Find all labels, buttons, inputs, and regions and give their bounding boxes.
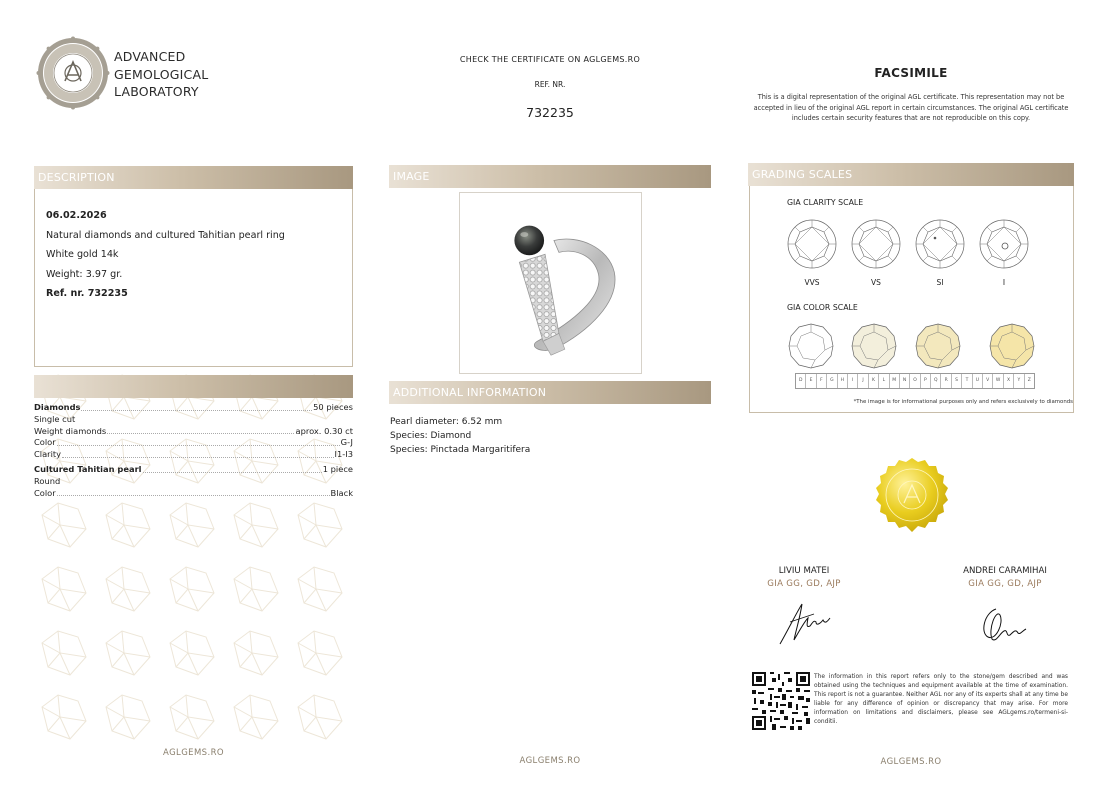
facsimile-notice: This is a digital representation of the original AGL certificate. This representation may not be accepted in lieu of the original AGL report in certain circumstances. The original AGL certificate includes certain security features that are not reproducible on this copy. <box>753 93 1069 122</box>
description-content <box>46 206 285 304</box>
color-grade: J <box>858 374 868 388</box>
signatory-name: ANDREI CARAMIHAI <box>963 566 1047 576</box>
spec-key: Weight diamonds <box>34 425 107 436</box>
ring-photo <box>460 193 641 373</box>
species-diamond: Species: Diamond <box>390 431 472 441</box>
clarity-diamonds-illustration <box>787 218 1035 272</box>
specs-table <box>34 402 353 499</box>
color-scale-title: GIA COLOR SCALE <box>787 303 858 312</box>
lab-name <box>114 48 208 101</box>
pearl-diameter: Pearl diameter: 6.52 mm <box>390 417 503 427</box>
color-grade: F <box>817 374 827 388</box>
spec-row <box>34 414 353 426</box>
color-grade: E <box>806 374 816 388</box>
color-grade: O <box>910 374 920 388</box>
color-scale-strip <box>795 373 1035 389</box>
color-diamonds-illustration <box>787 322 1035 370</box>
spec-row <box>34 488 353 500</box>
ring-image-frame <box>459 192 642 374</box>
color-grade: Y <box>1014 374 1024 388</box>
check-certificate-text: CHECK THE CERTIFICATE ON AGLGEMS.RO <box>459 55 641 64</box>
color-grade: L <box>879 374 889 388</box>
color-grade: T <box>962 374 972 388</box>
spec-value: 50 pieces <box>313 402 353 412</box>
grading-scales-header: GRADING SCALES <box>748 163 1074 186</box>
spec-row <box>34 464 353 476</box>
color-grade: S <box>952 374 962 388</box>
signature-andrei-caramihai <box>978 603 1032 645</box>
spec-row <box>34 426 353 438</box>
spec-key: Diamonds <box>34 402 81 412</box>
spec-key: Clarity <box>34 449 62 460</box>
spec-row <box>34 476 353 488</box>
signatory-credentials: GIA GG, GD, AJP <box>767 579 841 589</box>
color-grade: R <box>941 374 951 388</box>
color-grade: K <box>869 374 879 388</box>
grading-note: *The image is for informational purposes only and refers exclusively to diamonds <box>853 399 1073 405</box>
description-header: DESCRIPTION <box>34 166 353 189</box>
additional-info-content <box>390 415 530 457</box>
qr-code[interactable] <box>752 672 810 730</box>
spec-key: Color <box>34 437 56 448</box>
color-grade: N <box>900 374 910 388</box>
metal-description: White gold 14k <box>46 249 119 261</box>
color-grade: W <box>993 374 1003 388</box>
spec-row <box>34 402 353 414</box>
spec-key: Round <box>34 475 61 486</box>
lab-name-line: LABORATORY <box>114 84 199 99</box>
gold-seal-icon <box>873 457 951 535</box>
signatory-name: LIVIU MATEI <box>778 566 830 576</box>
color-grade: D <box>796 374 806 388</box>
agl-seal-logo <box>36 36 110 110</box>
specs-header <box>34 375 353 398</box>
color-grade: V <box>983 374 993 388</box>
signatory-credentials: GIA GG, GD, AJP <box>968 579 1042 589</box>
spec-key: Color <box>34 487 56 498</box>
lab-name-line: GEMOLOGICAL <box>114 66 209 82</box>
color-grade: P <box>921 374 931 388</box>
color-grade: U <box>973 374 983 388</box>
color-grade: G <box>827 374 837 388</box>
ref-number-label: REF. NR. <box>534 80 566 89</box>
ref-number-value: 732235 <box>526 105 574 120</box>
color-grade: H <box>838 374 848 388</box>
additional-info-header: ADDITIONAL INFORMATION <box>389 381 711 404</box>
spec-value: I1-I3 <box>334 449 353 460</box>
lab-name-line: ADVANCED <box>114 49 186 64</box>
item-description: Natural diamonds and cultured Tahitian pearl ring <box>46 229 285 241</box>
image-header: IMAGE <box>389 165 711 188</box>
species-pearl: Species: Pinctada Margaritifera <box>390 445 531 455</box>
spec-key: Cultured Tahitian pearl <box>34 463 142 474</box>
spec-value: 1 piece <box>322 463 353 474</box>
spec-row <box>34 449 353 461</box>
spec-value: Black <box>330 487 353 498</box>
signature-liviu-matei <box>776 600 836 646</box>
item-weight: Weight: 3.97 gr. <box>46 268 123 280</box>
color-grade: X <box>1004 374 1014 388</box>
clarity-scale-title: GIA CLARITY SCALE <box>787 198 864 207</box>
clarity-label-i: I <box>1002 278 1006 287</box>
color-grade: Q <box>931 374 941 388</box>
clarity-label-si: SI <box>936 278 944 287</box>
color-grade: I <box>848 374 858 388</box>
footer-url-right[interactable]: AGLGEMS.RO <box>880 757 942 767</box>
color-grade: Z <box>1027 378 1031 383</box>
facsimile-title: FACSIMILE <box>874 66 948 80</box>
spec-value: aprox. 0.30 ct <box>295 425 353 436</box>
footer-url-left[interactable]: AGLGEMS.RO <box>163 748 224 758</box>
disclaimer-text: The information in this report refers only to the stone/gem described and was obtained using the techniques and equipment available at the time of examination. This report is not a guarantee. Neither AGL nor any of its experts shall at any time be liable for any difference of opinion or discrepancy that may arise. For more information on limitations and disclaimers, please see AGLgems.ro/termeni-si-conditii. <box>814 674 1068 725</box>
color-grade: M <box>890 374 900 388</box>
clarity-label-vvs: VVS <box>804 278 820 287</box>
report-date: 06.02.2026 <box>46 210 107 221</box>
clarity-label-vs: VS <box>871 278 881 287</box>
spec-key: Single cut <box>34 413 76 424</box>
spec-row <box>34 437 353 449</box>
item-ref: Ref. nr. 732235 <box>46 288 128 300</box>
spec-value: G-J <box>340 437 353 448</box>
footer-url-middle[interactable]: AGLGEMS.RO <box>519 756 581 766</box>
